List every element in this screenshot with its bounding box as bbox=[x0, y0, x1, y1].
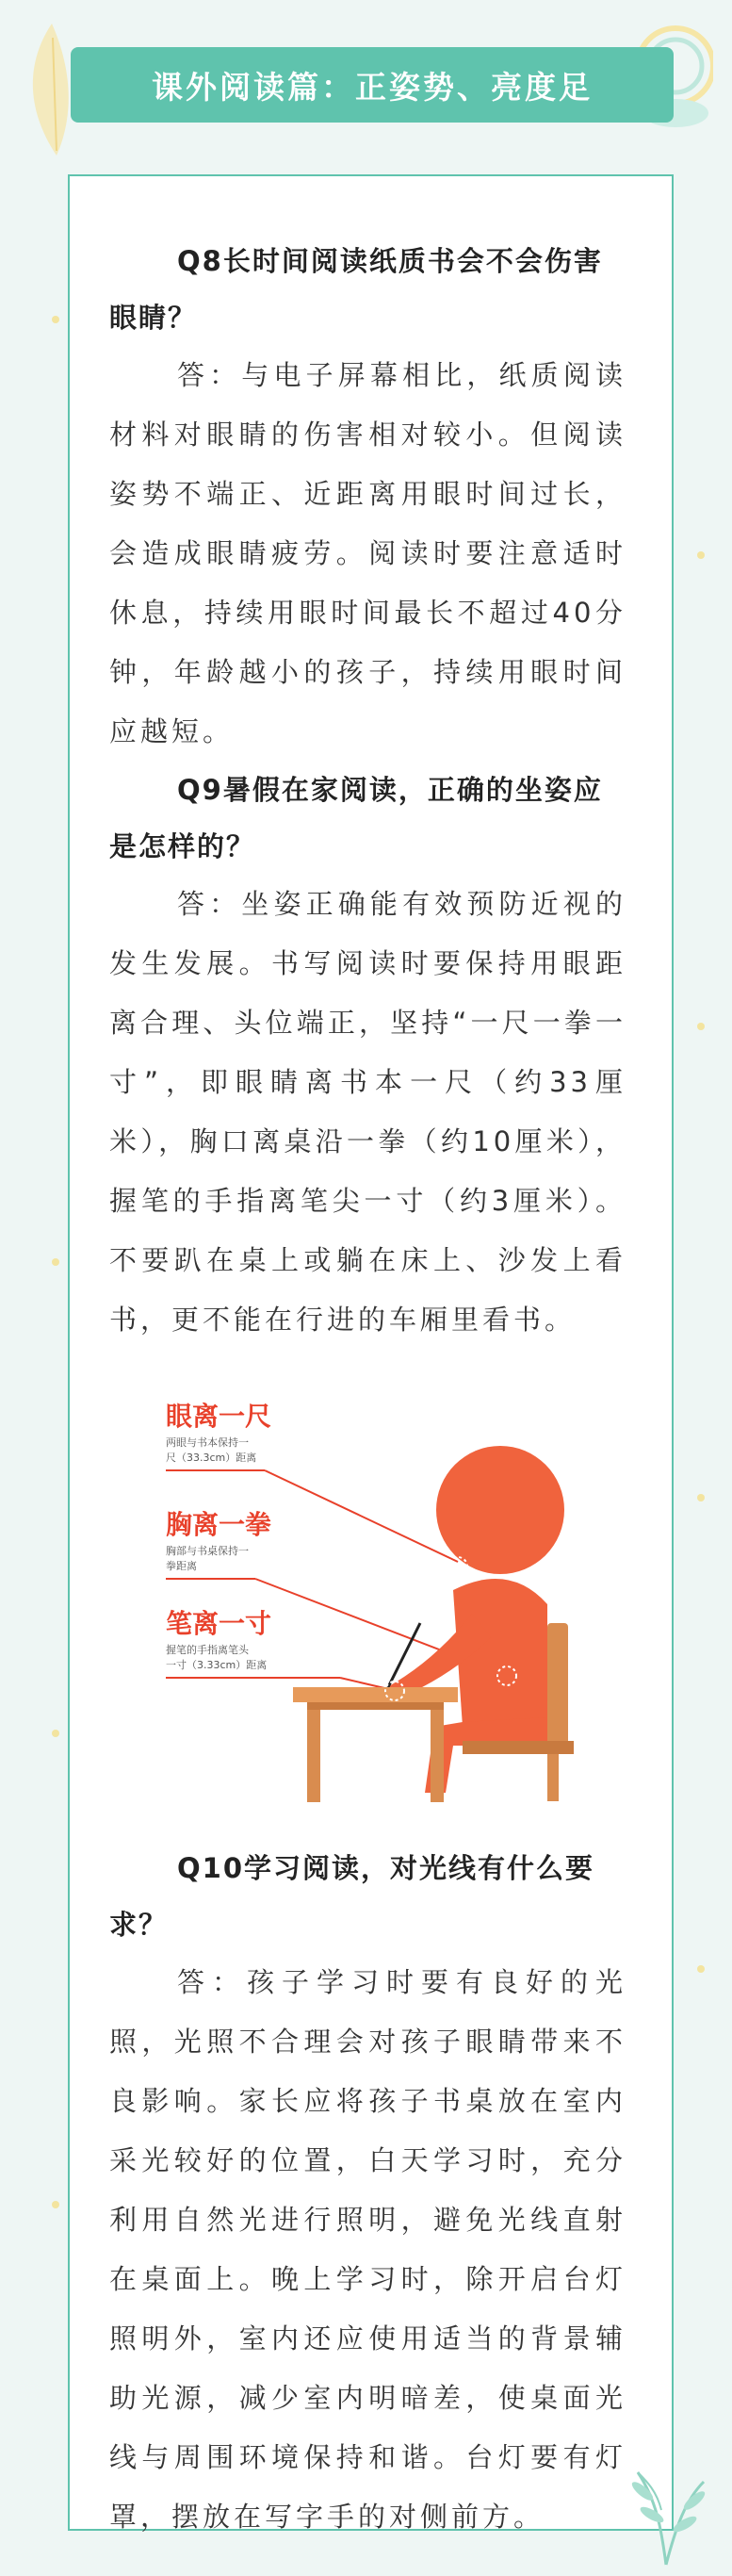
chair-back bbox=[547, 1623, 568, 1746]
header-banner bbox=[71, 47, 674, 123]
chest-distance-desc: 胸部与书桌保持一 bbox=[165, 1545, 249, 1557]
question-title: Q10学习阅读，对光线有什么要求？ bbox=[109, 1852, 595, 1941]
chair-leg bbox=[547, 1754, 559, 1801]
desk-apron bbox=[307, 1702, 444, 1710]
question-title: Q9暑假在家阅读，正确的坐姿应是怎样的？ bbox=[109, 774, 603, 862]
figure-head bbox=[436, 1446, 564, 1574]
header-title: 课外阅读篇：正姿势、亮度足 bbox=[152, 68, 593, 106]
pen-distance-label: 笔离一寸 bbox=[165, 1608, 271, 1639]
eye-marker bbox=[448, 1557, 467, 1576]
answer-text: 答：坐姿正确能有效预防近视的发生发展。书写阅读时要保持用眼距离合理、头位端正，坚持“一尺一拳一寸”，即眼睛离书本一尺（约33厘米），胸口离桌沿一拳（约10厘米），握笔的手指离笔尖一寸（约3厘米）。不要趴在桌上或躺在床上、沙发上看书，更不能在行进的车厢里看书。 bbox=[109, 888, 626, 1336]
posture-illustration bbox=[152, 1387, 585, 1802]
pen-distance-desc: 握笔的手指离笔头 bbox=[165, 1644, 249, 1656]
answer-text: 答：与电子屏幕相比，纸质阅读材料对眼睛的伤害相对较小。但阅读姿势不端正、近距离用眼时间过长，会造成眼睛疲劳。阅读时要注意适时休息，持续用眼时间最长不超过40分钟，年龄越小的孩子，持续用眼时间应越短。 bbox=[109, 359, 626, 747]
eye-distance-desc: 尺（33.3cm）距离 bbox=[165, 1452, 256, 1464]
desk-leg bbox=[431, 1710, 444, 1802]
chest-distance-label: 胸离一拳 bbox=[165, 1509, 271, 1540]
decor-dot bbox=[52, 1730, 59, 1737]
decor-dot bbox=[697, 1965, 705, 1973]
decor-dot bbox=[697, 551, 705, 559]
decor-dot bbox=[697, 1023, 705, 1030]
chair-seat bbox=[463, 1741, 574, 1754]
eye-distance-desc: 两眼与书本保持一 bbox=[165, 1436, 249, 1449]
desk-top bbox=[293, 1687, 458, 1702]
desk-leg bbox=[307, 1710, 320, 1802]
plant-decoration-icon bbox=[619, 2444, 713, 2567]
pen-distance-desc: 一寸（3.33cm）距离 bbox=[165, 1659, 267, 1671]
eye-pointer-line bbox=[265, 1470, 458, 1562]
decor-dot bbox=[697, 1494, 705, 1501]
eye-distance-label: 眼离一尺 bbox=[165, 1401, 271, 1432]
chest-distance-desc: 拳距离 bbox=[165, 1560, 197, 1572]
question-title: Q8长时间阅读纸质书会不会伤害眼睛？ bbox=[109, 245, 603, 334]
answer-text: 答：孩子学习时要有良好的光照，光照不合理会对孩子眼睛带来不良影响。家长应将孩子书桌放在室内采光较好的位置，白天学习时，充分利用自然光进行照明，避免光线直射在桌面上。晚上学习时，除开启台灯照明外，室内还应使用适当的背景辅助光源，减少室内明暗差，使桌面光线与周围环境保持和谐。台灯要有灯罩，摆放在写字手的对侧前方。 bbox=[109, 1966, 626, 2533]
decor-dot bbox=[52, 316, 59, 323]
decor-dot bbox=[52, 1258, 59, 1266]
decor-dot bbox=[52, 2201, 59, 2208]
content-card bbox=[68, 174, 674, 2531]
